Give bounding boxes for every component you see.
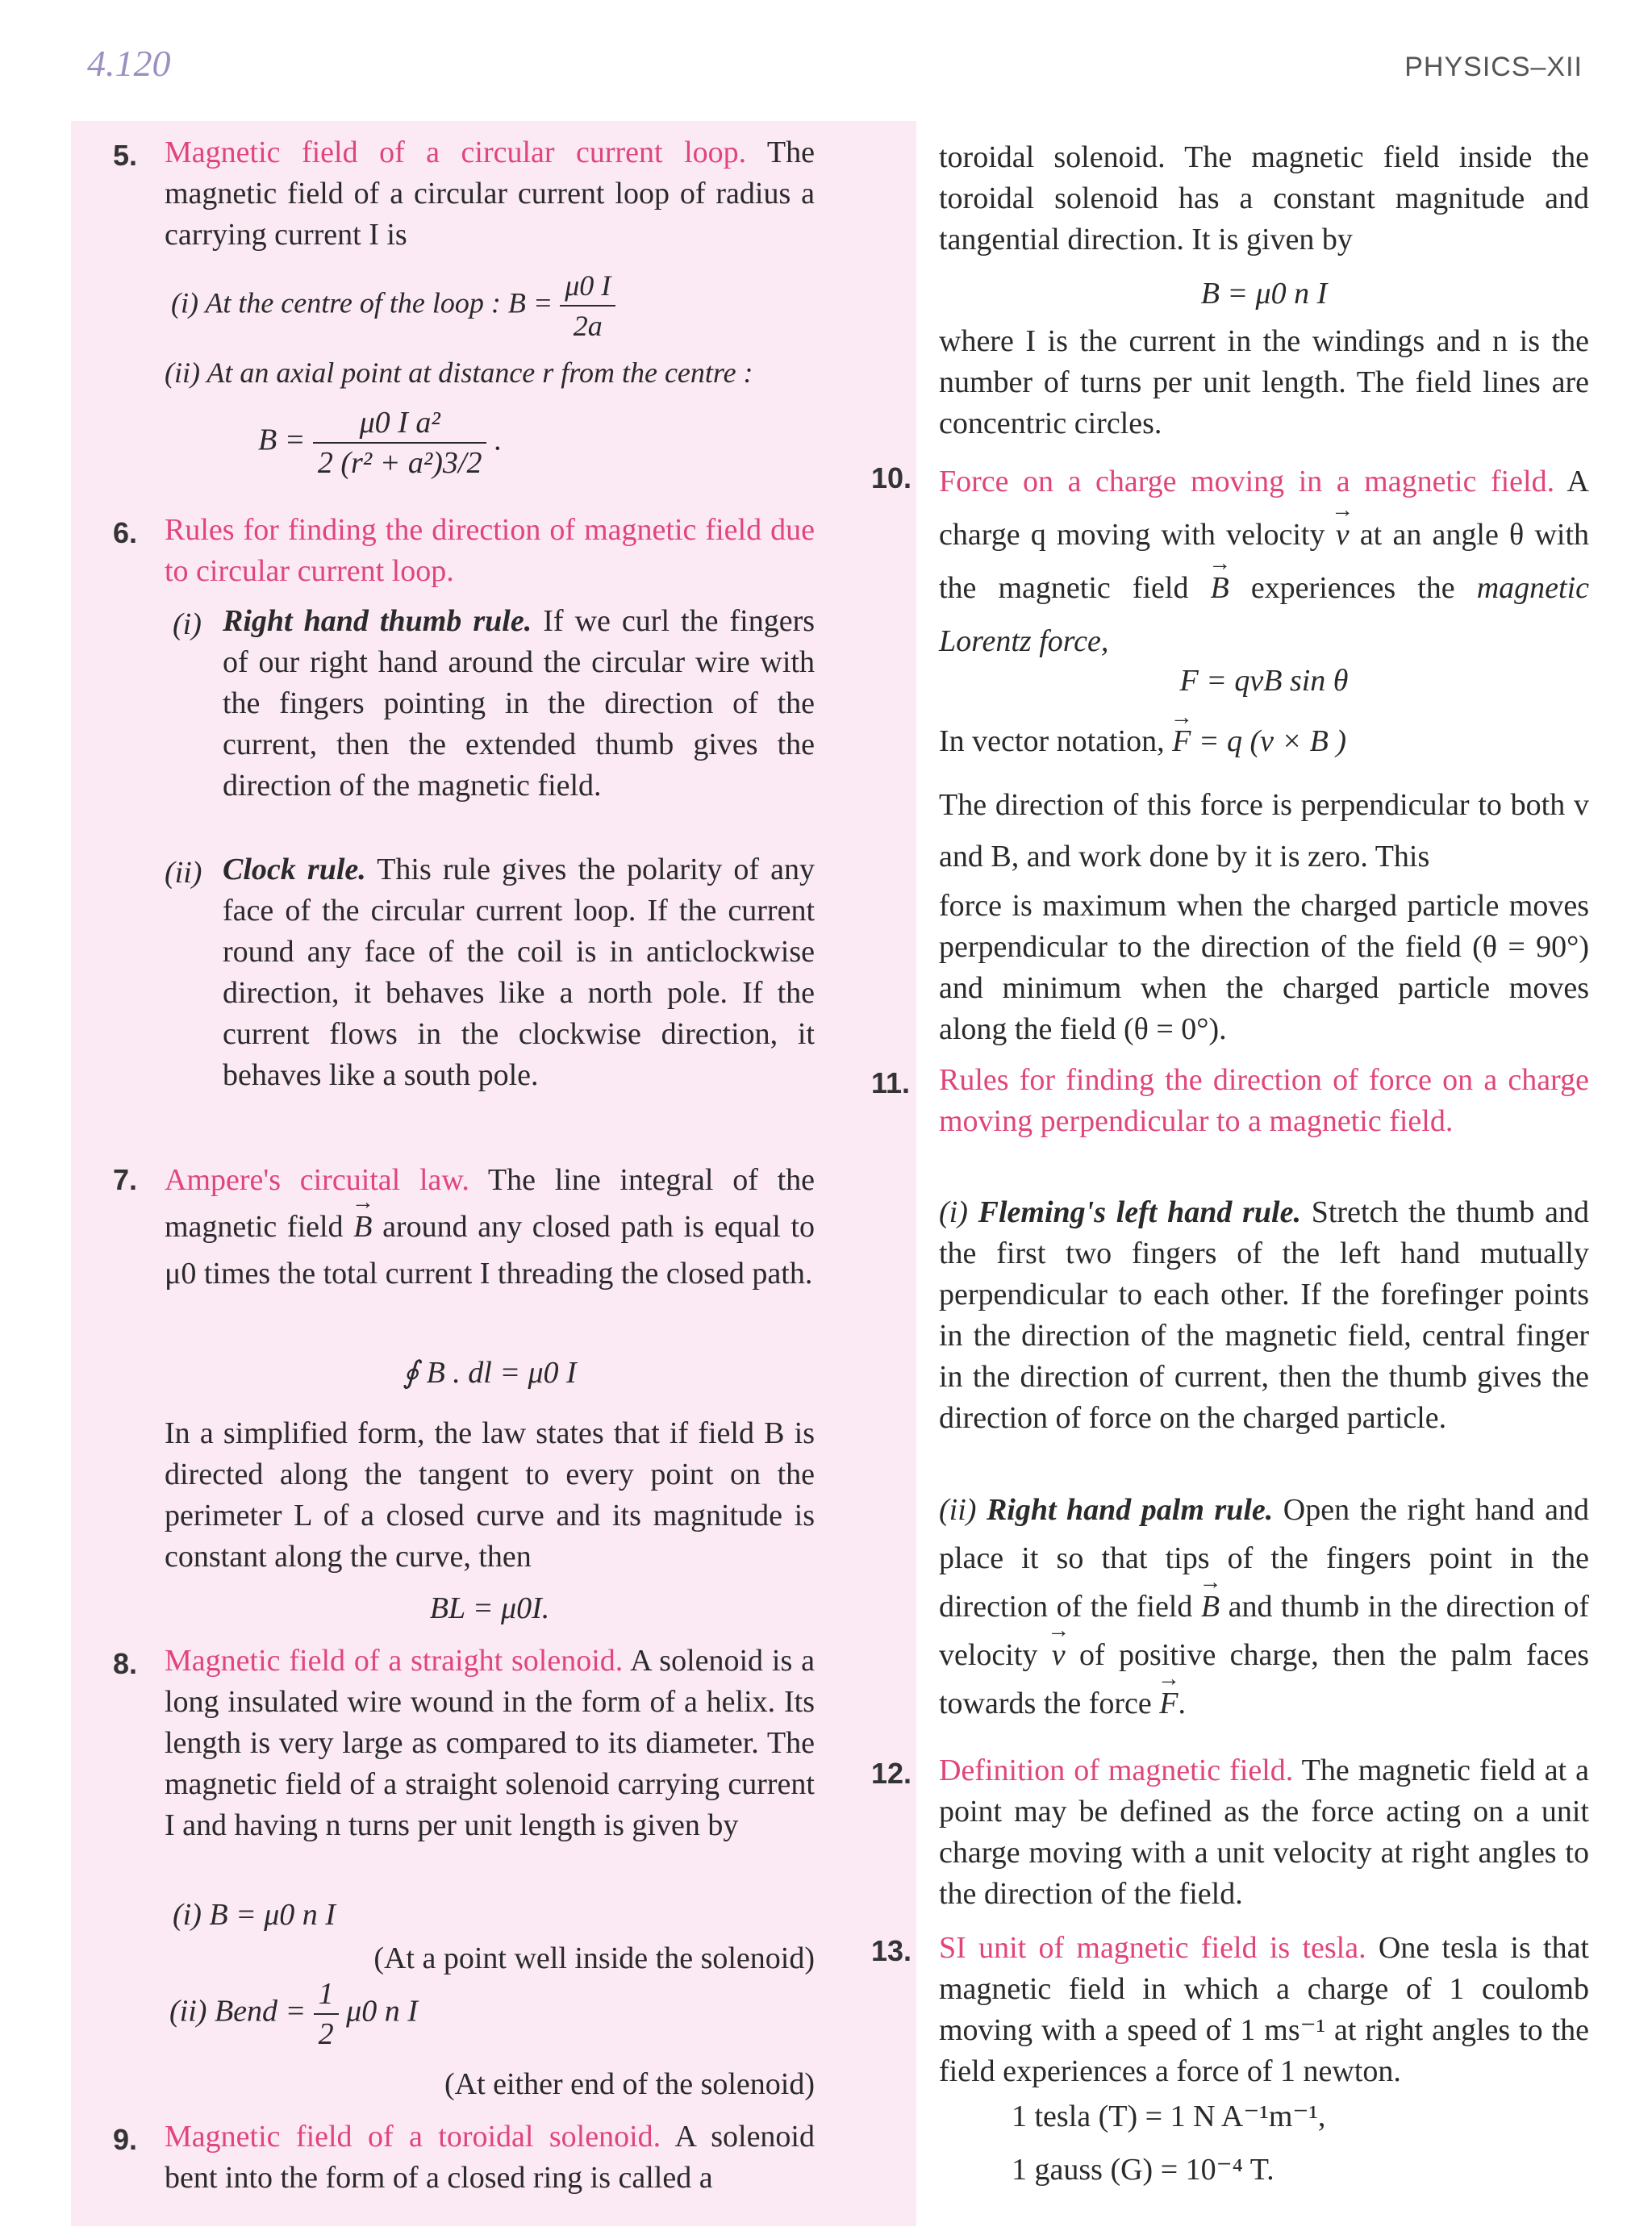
item5-heading: Magnetic field of a circular current loop. [165,136,747,169]
item8-i-formula: B = μ0 n I [209,1898,336,1932]
item9-paragraph [165,2116,815,2199]
item6-heading: Rules for finding the direction of magnetic field due to circular current loop. [165,513,815,588]
item12-paragraph [939,1750,1589,1915]
item5-intro: The magnetic field of a circular current loop of radius a carrying current I is [165,136,815,252]
item5-i-fraction [560,266,615,345]
item10-text-c: with the magnetic field [939,518,1590,605]
item11-i-label: (i) [939,1195,968,1229]
item13-eq-1: 1 tesla (T) = 1 N A⁻¹m⁻¹, [1012,2100,1326,2133]
item11-ii-title: Right hand palm rule. [986,1493,1274,1527]
item11-i-title: Fleming's left hand rule. [978,1195,1301,1229]
item11-ii-end: . [1178,1687,1186,1720]
item-number: 13. [871,1934,912,1967]
item11-i-text: Stretch the thumb and the first two fingers of the left hand mutually perpendicular to each other. If the forefinger points in the direction of the magnetic field, central finger in the direction of current, then the thumb gives the direction of force on the charged particle. [939,1195,1590,1435]
item10-force-name: magnetic Lorentz force, [939,571,1589,658]
item6-i-title: Right hand thumb rule. [223,604,532,638]
vector-b: → B [1211,561,1229,615]
item8-ii-eq [169,1975,418,2054]
item8-i-eq [173,1895,336,1934]
item12-heading: Definition of magnetic field. [939,1754,1294,1787]
fraction-denominator: 2 (r² + a²)3/2 [317,446,482,480]
item10-paragraph-3: force is maximum when the charged particle moves perpendicular to the direction of the field (θ = 90°) and minimum when the charged particle moves along the field (θ = 0°). [939,889,1589,1046]
item11-ii-text-e: of positive charge, then [1079,1638,1386,1672]
vector-f: → F [1172,721,1191,762]
item9-continuation: toroidal solenoid. The magnetic field inside the toroidal solenoid has a constant magnitude and tangential direction. It is given by [939,140,1589,256]
item7-text-b: around any closed path is equal to μ0 times the total current I threading the closed path. [165,1210,815,1291]
vector-v: → v [1336,508,1350,561]
item6-ii-paragraph [223,849,815,1096]
item8-ii-note: (At either end of the solenoid) [444,2067,815,2101]
item8-text: A solenoid is a long insulated wire wound in the form of a helix. Its length is very large as compared to its diameter. The magnetic field of a straight solenoid carrying current I and having n turns per unit length is given by [165,1644,816,1842]
fraction-numerator: 1 [314,1975,339,2015]
item6-ii-title: Clock rule. [223,853,366,886]
vector-b: → B [353,1203,372,1250]
item-number: 5. [113,139,138,172]
item-number: 11. [871,1066,911,1099]
item12-text: The magnetic field at a point may be defined as the force acting on a unit charge moving with a unit velocity at right angles to the direction of the field. [939,1754,1589,1911]
item5-i-label: (i) At the centre of the loop : [171,286,501,319]
item6-i-label: (i) [173,607,202,641]
item8-paragraph [165,1641,815,1846]
item7-eq: ∮ B . dl = μ0 I [403,1356,577,1390]
item5-eq-centre [171,266,816,345]
item5-ii-label: (ii) At an axial point at distance r from the centre : [165,357,753,389]
item9-text: A solenoid bent into the form of a closed ring is called a [165,2120,815,2195]
item5-ii-fraction [313,403,487,482]
item9-paragraph-2: where I is the current in the windings and n is the number of turns per unit length. The field lines are concentric circles. [939,324,1589,440]
item6-ii-text: This rule gives the polarity of any face of the circular current loop. If the current round any face of the coil is in anticlockwise direction, it behaves like a north pole. If the current flows in the clockwise direction, it behaves like a south pole. [223,853,815,1092]
item11-ii-text-a: Open the right hand and place it so that tips of the fingers point in [939,1493,1589,1575]
fraction-numerator: μ0 I a² [313,403,487,444]
item-number: 8. [113,1647,138,1680]
vector-f: → F [1159,1679,1178,1728]
item10-heading: Force on a charge moving in a magnetic field. [939,465,1555,498]
item10-eq: F = qvB sin θ [1179,664,1349,698]
item5-ii-lhs: B = [258,423,306,457]
item8-ii-rhs: μ0 n I [346,1994,418,2029]
item13-paragraph [939,1928,1589,2092]
item11-i-paragraph [939,1192,1589,1439]
item10-vector-label: In vector notation, [939,724,1165,758]
item11-ii-text-f: the palm faces towards the force [939,1638,1590,1720]
item-number: 6. [113,516,138,549]
vector-b: → B [1201,1583,1220,1631]
item5-i-lhs: B = [507,286,553,319]
item-number: 10. [871,461,912,494]
item10-text2-a: The direction of this force is perpendicular to both [939,788,1566,822]
item5-paragraph [165,132,815,256]
item9-eq: B = μ0 n I [1200,277,1328,311]
fraction-denominator: 2 [318,2017,334,2051]
item8-i-note: (At a point well inside the solenoid) [373,1941,815,1975]
item8-heading: Magnetic field of a straight solenoid. [165,1644,624,1678]
item11-ii-paragraph [939,1486,1589,1728]
item-number: 9. [113,2123,138,2156]
item10-text-d: experiences the [1250,571,1455,605]
item10-vector-eq [939,721,1589,762]
item11-ii-text-b: the direction of the field [939,1541,1590,1624]
item-number: 7. [113,1163,138,1196]
item10-text-a: A charge q moving with velocity [939,465,1589,552]
item8-ii-label: (ii) [169,1994,207,2029]
item6-ii-label: (ii) [165,856,202,890]
item-number: 12. [871,1757,912,1790]
item9-heading: Magnetic field of a toroidal solenoid. [165,2120,661,2154]
item5-eq-axial [258,403,742,482]
item10-paragraph-2 [939,779,1589,882]
item8-ii-lhs: Bend = [214,1994,307,2029]
item8-ii-fraction [314,1975,339,2054]
item13-eq-2: 1 gauss (G) = 10⁻⁴ T. [1012,2153,1274,2187]
page-number: 4.120 [87,43,171,84]
running-head: PHYSICS–XII [1404,52,1583,82]
item11-heading: Rules for finding the direction of force on a charge moving perpendicular to a magnetic field. [939,1063,1589,1138]
item7-paragraph [165,1157,815,1297]
item13-heading: SI unit of magnetic field is tesla. [939,1931,1366,1965]
item5-ii-end: . [494,423,503,457]
item11-ii-text-d: direction of velocity [939,1590,1589,1672]
gutter-shade [845,121,916,2226]
fraction-denominator: 2a [573,310,603,342]
item13-text: One tesla is that magnetic field in which a charge of 1 coulomb moving with a speed of 1 ms⁻¹ at right angles to the field experiences a force of 1 newton. [939,1931,1589,2088]
fraction-numerator: μ0 I [560,266,615,307]
item6-i-paragraph [223,601,815,807]
vector-v: → v [1052,1631,1066,1679]
item11-ii-label: (ii) [939,1493,977,1527]
item10-text-b: at an angle θ [1359,518,1525,552]
item7-eq-2: BL = μ0I. [429,1591,550,1625]
item8-i-label: (i) [173,1898,202,1932]
item10-text2-b: v and B, and work done by it is zero. This [939,788,1590,874]
item7-heading: Ampere's circuital law. [165,1163,469,1197]
item7-text-a: The line integral of the magnetic field [165,1163,815,1244]
item11-ii-text-c: and thumb in the [1228,1590,1438,1624]
item10-paragraph [939,455,1589,668]
item10-vector-formula: = q (v × B ) [1198,724,1347,758]
item6-i-text: If we curl the fingers of our right hand around the circular wire with the fingers pointing in the direction of the current, then the extended thumb gives the direction of the magnetic field. [223,604,816,803]
item7-paragraph-2: In a simplified form, the law states that if field B is directed along the tangent to every point on the perimeter L of a closed curve and its magnitude is constant along the curve, then [165,1416,815,1574]
